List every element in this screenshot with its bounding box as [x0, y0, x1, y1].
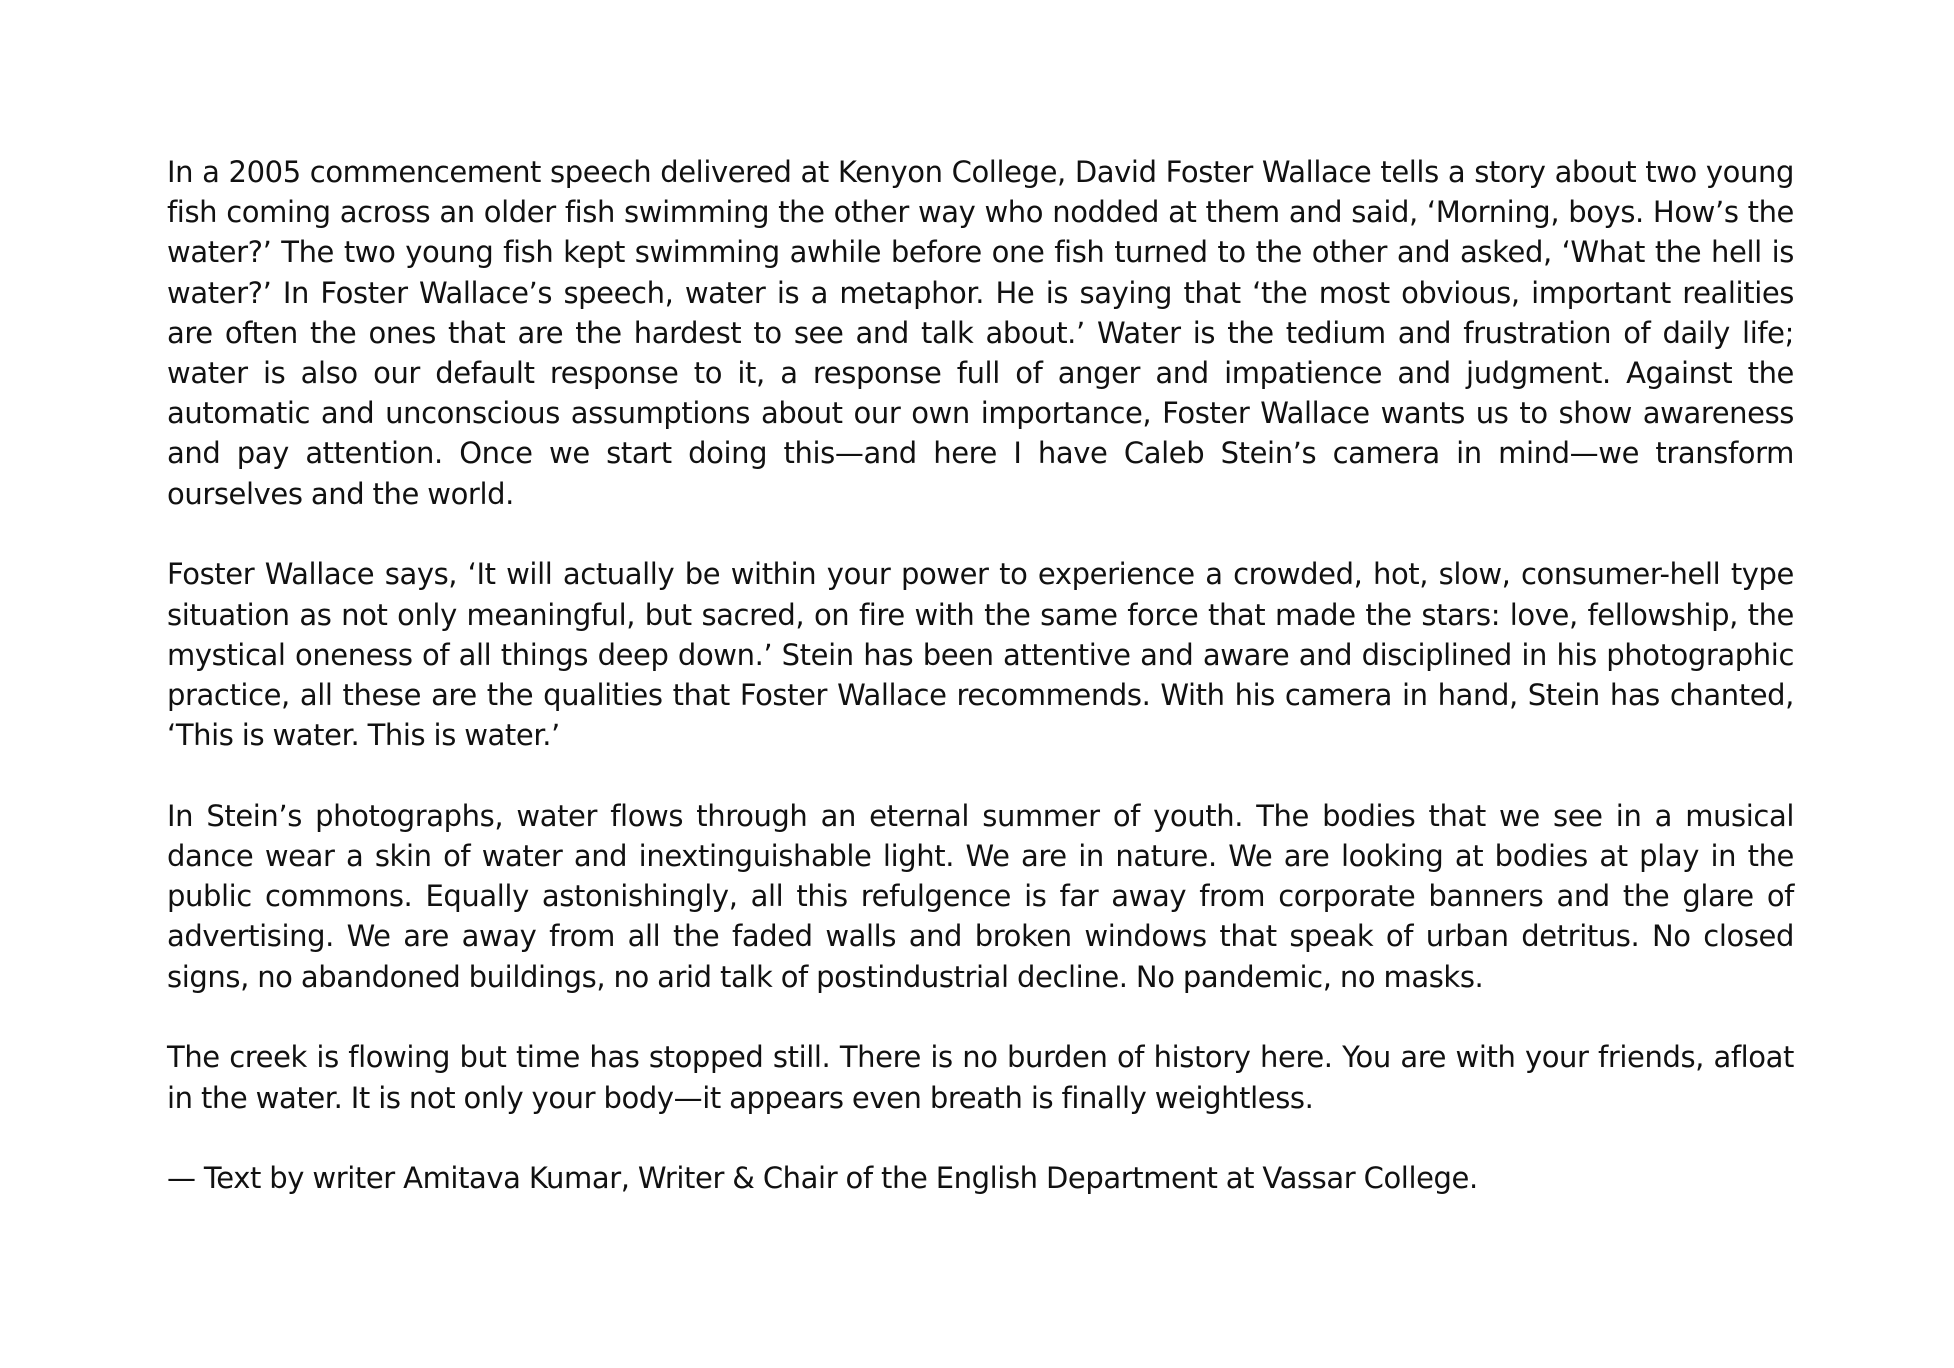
author-credit: — Text by writer Amitava Kumar, Writer & Chair of the English Department at Vassar College. [167, 1161, 1478, 1196]
paragraph-2: Foster Wallace says, ‘It will actually be within your power to experience a crowded, hot, slow, consumer-hell type situation as not only meaningful, but sacred, on fire with the same force that made the stars: love, fellowship, the mystical oneness of all things deep down.’ Stein has been attentive and aware and disciplined in his photographic practice, all these are the qualities that Foster Wallace recommends. With his camera in hand, Stein has chanted, ‘This is water. This is water.’ [167, 557, 1794, 753]
paragraph-3: In Stein’s photographs, water flows through an eternal summer of youth. The bodies that we see in a musical dance wear a skin of water and inextinguishable light. We are in nature. We are looking at bodies at play in the public commons. Equally astonishingly, all this refulgence is far away from corporate banners and the glare of advertising. We are away from all the faded walls and broken windows that speak of urban detritus. No closed signs, no abandoned buildings, no arid talk of postindustrial decline. No pandemic, no masks. [167, 798, 1794, 994]
paragraph-1: In a 2005 commencement speech delivered at Kenyon College, David Foster Wallace tells a story about two young fish coming across an older fish swimming the other way who nodded at them and said, ‘Morning, boys. How’s the water?’ The two young fish kept swimming awhile before one fish turned to the other and asked, ‘What the hell is water?’ In Foster Wallace’s speech, water is a metaphor. He is saying that ‘the most obvious, important realities are often the ones that are the hardest to see and talk about.’ Water is the tedium and frustration of daily life; water is also our default response to it, a response full of anger and impatience and judgment. Against the automatic and unconscious assumptions about our own importance, Foster Wallace wants us to show awareness and pay attention. Once we start doing this—and here I have Caleb Stein’s camera in mind—we transform ourselves and the world. [167, 155, 1794, 511]
document-body [167, 152, 1794, 1198]
paragraph-4: The creek is flowing but time has stopped still. There is no burden of history here. You are with your friends, afloat in the water. It is not only your body—it appears even breath is finally weightless. [167, 1040, 1794, 1115]
